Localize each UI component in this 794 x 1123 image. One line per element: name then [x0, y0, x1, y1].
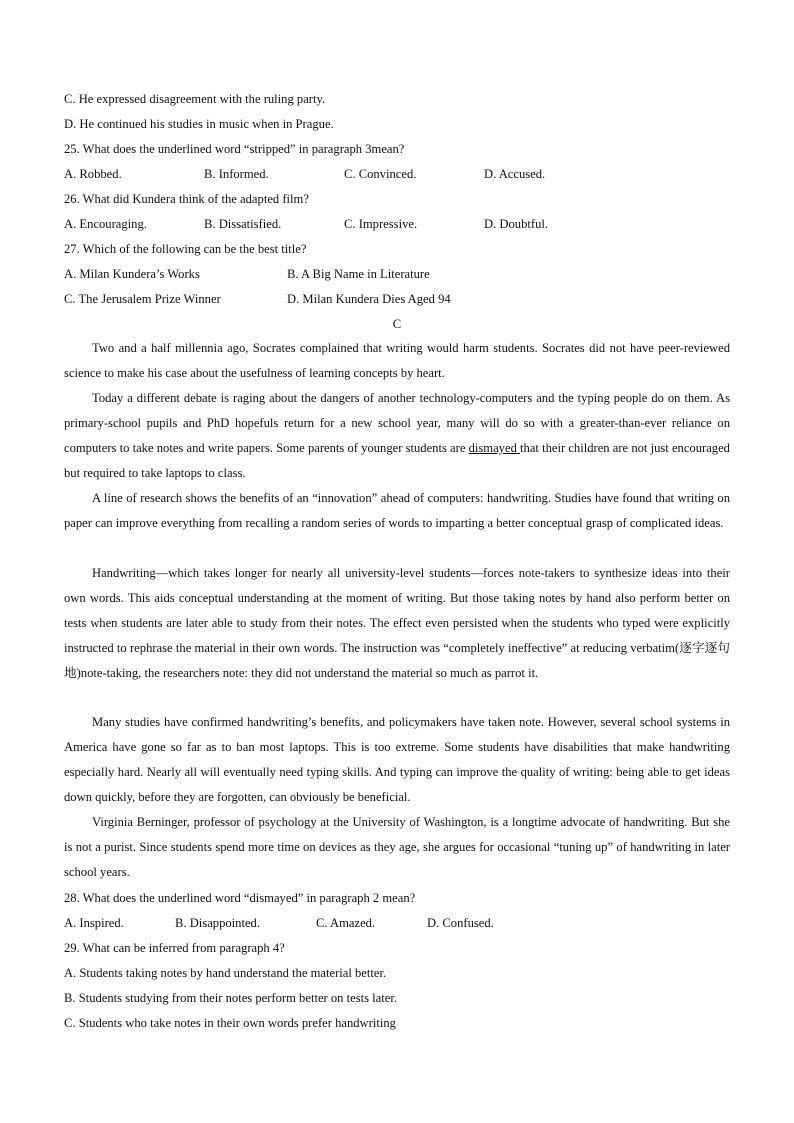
- p2-text-before: Today a different debate is raging about the dangers of another technology-computers and the typing people do on them. As primary-school pupils and PhD hopefuls return for a new school year, many will do so with a greater-than-ever reliance on computers to take notes and write papers. Some parents of younger students are: [64, 391, 730, 455]
- q25-option-d: D. Accused.: [484, 167, 546, 181]
- passage-paragraph-4: Handwriting—which takes longer for nearly all university-level students—forces note-takers to synthesize ideas into their own words. This aids conceptual understanding at the moment of writing. But those taking notes by hand also perform better on tests when students are later able to study from their notes. The effect even persisted when the students who typed were explicitly instructed to rephrase the material in their own words. The instruction was “completely ineffective” at reducing verbatim(逐字逐句地)note-taking, the researchers note: they did not understand the material so much as parrot it.: [64, 566, 730, 680]
- q26-option-d: D. Doubtful.: [484, 217, 549, 231]
- q25-option-c: C. Convinced.: [344, 167, 417, 181]
- q26-option-c: C. Impressive.: [344, 217, 418, 231]
- q25-option-a: A. Robbed.: [64, 167, 122, 181]
- q28-option-c: C. Amazed.: [316, 916, 376, 930]
- option-c-prev: C. He expressed disagreement with the ruling party.: [64, 92, 326, 106]
- q29-option-a: A. Students taking notes by hand understand the material better.: [64, 966, 387, 980]
- q29-option-c: C. Students who take notes in their own words prefer handwriting: [64, 1016, 396, 1030]
- passage-paragraph-6: Virginia Berninger, professor of psychology at the University of Washington, is a longtime advocate of handwriting. But she is not a purist. Since students spend more time on devices as they age, she argues for occasional “tuning up” of handwriting in later school years.: [64, 815, 730, 879]
- question-27-stem: 27. Which of the following can be the best title?: [64, 242, 307, 256]
- q27-option-c: C. The Jerusalem Prize Winner: [64, 292, 221, 306]
- q27-option-b: B. A Big Name in Literature: [287, 267, 430, 281]
- q28-option-d: D. Confused.: [427, 916, 494, 930]
- underlined-word-dismayed: dismayed: [468, 441, 521, 455]
- option-d-prev: D. He continued his studies in music when in Prague.: [64, 117, 334, 131]
- passage-paragraph-3: A line of research shows the benefits of an “innovation” ahead of computers: handwriting. Studies have found that writing on paper can improve everything from recalling a random series of words to imparting a better conceptual grasp of complicated ideas.: [64, 491, 730, 530]
- q29-option-b: B. Students studying from their notes perform better on tests later.: [64, 991, 397, 1005]
- passage-paragraph-5: Many studies have confirmed handwriting’s benefits, and policymakers have taken note. However, several school systems in America have gone so far as to ban most laptops. This is too extreme. Some students have disabilities that make handwriting especially hard. Nearly all will eventually need typing skills. And typing can improve the quality of writing: being able to get ideas down quickly, before they are forgotten, can obviously be beneficial.: [64, 715, 730, 804]
- question-25-stem: 25. What does the underlined word “stripped” in paragraph 3mean?: [64, 142, 405, 156]
- section-label: C: [392, 317, 402, 331]
- passage-paragraph-2: [64, 386, 730, 486]
- q25-option-b: B. Informed.: [204, 167, 269, 181]
- question-29-stem: 29. What can be inferred from paragraph 4?: [64, 941, 285, 955]
- q26-option-a: A. Encouraging.: [64, 217, 147, 231]
- p2-text-after: that their children are not just encouraged but required to take laptops to class.: [64, 441, 730, 480]
- passage-paragraph-1: Two and a half millennia ago, Socrates complained that writing would harm students. Socrates did not have peer-reviewed science to make his case about the usefulness of learning concepts by heart.: [64, 341, 730, 380]
- q27-option-a: A. Milan Kundera’s Works: [64, 267, 200, 281]
- q28-option-b: B. Disappointed.: [175, 916, 261, 930]
- q26-option-b: B. Dissatisfied.: [204, 217, 282, 231]
- q27-option-d: D. Milan Kundera Dies Aged 94: [287, 292, 451, 306]
- question-28-stem: 28. What does the underlined word “dismayed” in paragraph 2 mean?: [64, 891, 416, 905]
- question-26-stem: 26. What did Kundera think of the adapted film?: [64, 192, 309, 206]
- q28-option-a: A. Inspired.: [64, 916, 124, 930]
